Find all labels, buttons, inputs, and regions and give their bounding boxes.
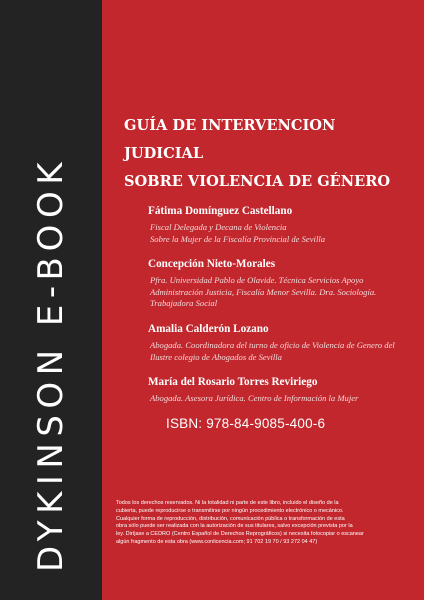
author-role — [150, 393, 412, 405]
book-title-line-1: GUÍA DE INTERVENCION JUDICIAL — [124, 117, 336, 162]
author-name: Concepción Nieto-Morales — [148, 258, 276, 271]
publisher-spine-text: DYKINSON E-BOOK — [31, 155, 71, 573]
author-role — [150, 222, 412, 245]
author-entry — [148, 204, 412, 245]
isbn-text: ISBN: 978-84-9085-400-6 — [166, 416, 326, 431]
author-role-line: Sobre la Mujer de la Fiscalía Provincial de Sevilla — [150, 233, 326, 244]
author-role-line: Fiscal Delegada y Decana de Violencia — [150, 222, 287, 232]
book-title — [124, 112, 412, 196]
author-entry — [148, 375, 412, 405]
author-role-line: Abogada. Asesora Jurídica. Centro de Información la Mujer — [150, 393, 359, 404]
copyright-notice — [116, 500, 412, 547]
author-role-line: Pfra. Universidad Pablo de Olavide. Técnica Servicios Apoyo — [150, 275, 364, 286]
author-list — [148, 204, 412, 405]
author-name: Amalia Calderón Lozano — [148, 322, 269, 335]
copyright-line: algún fragmento de esta obra (www.conlicencia.com; 91 702 19 70 / 93 272 04 47) — [116, 538, 318, 545]
copyright-line: obra sólo puede ser realizada con la autorización de sus titulares, salvo excepción prevista por la — [116, 523, 353, 530]
author-entry — [148, 322, 412, 363]
cover-spine — [0, 0, 102, 600]
author-role-line: Trabajadora Social — [150, 298, 218, 309]
author-role — [150, 275, 412, 310]
author-role-line: Abogada. Coordinadora del turno de oficio de Violencia de Genero del — [150, 339, 395, 350]
author-name: María del Rosario Torres Reviriego — [148, 376, 318, 389]
author-role-line: Administración Justicia, Fiscalía Menor Sevilla. Dra. Sociología. — [150, 286, 377, 297]
author-entry — [148, 257, 412, 310]
book-title-line-2: SOBRE VIOLENCIA DE GÉNERO — [124, 173, 391, 190]
copyright-line: Cualquier forma de reproducción, distribución, comunicación pública o transformación de esta — [116, 515, 345, 522]
cover-content — [124, 112, 412, 417]
copyright-line: ley. Diríjase a CEDRO (Centro Español de Derechos Reprográficos) si necesita fotocopiar o escanear — [116, 531, 364, 538]
copyright-line: Todos los derechos reservados. Ni la totalidad ni parte de este libro, incluido el diseño de la — [116, 500, 339, 506]
copyright-line: cubierta, puede reproducirse o transmitirse por ningún procedimiento electrónico o mecánico. — [116, 507, 344, 514]
author-role-line: Ilustre colegio de Abogados de Sevilla — [150, 351, 282, 362]
author-role — [150, 340, 412, 363]
author-name: Fátima Domínguez Castellano — [148, 205, 293, 217]
